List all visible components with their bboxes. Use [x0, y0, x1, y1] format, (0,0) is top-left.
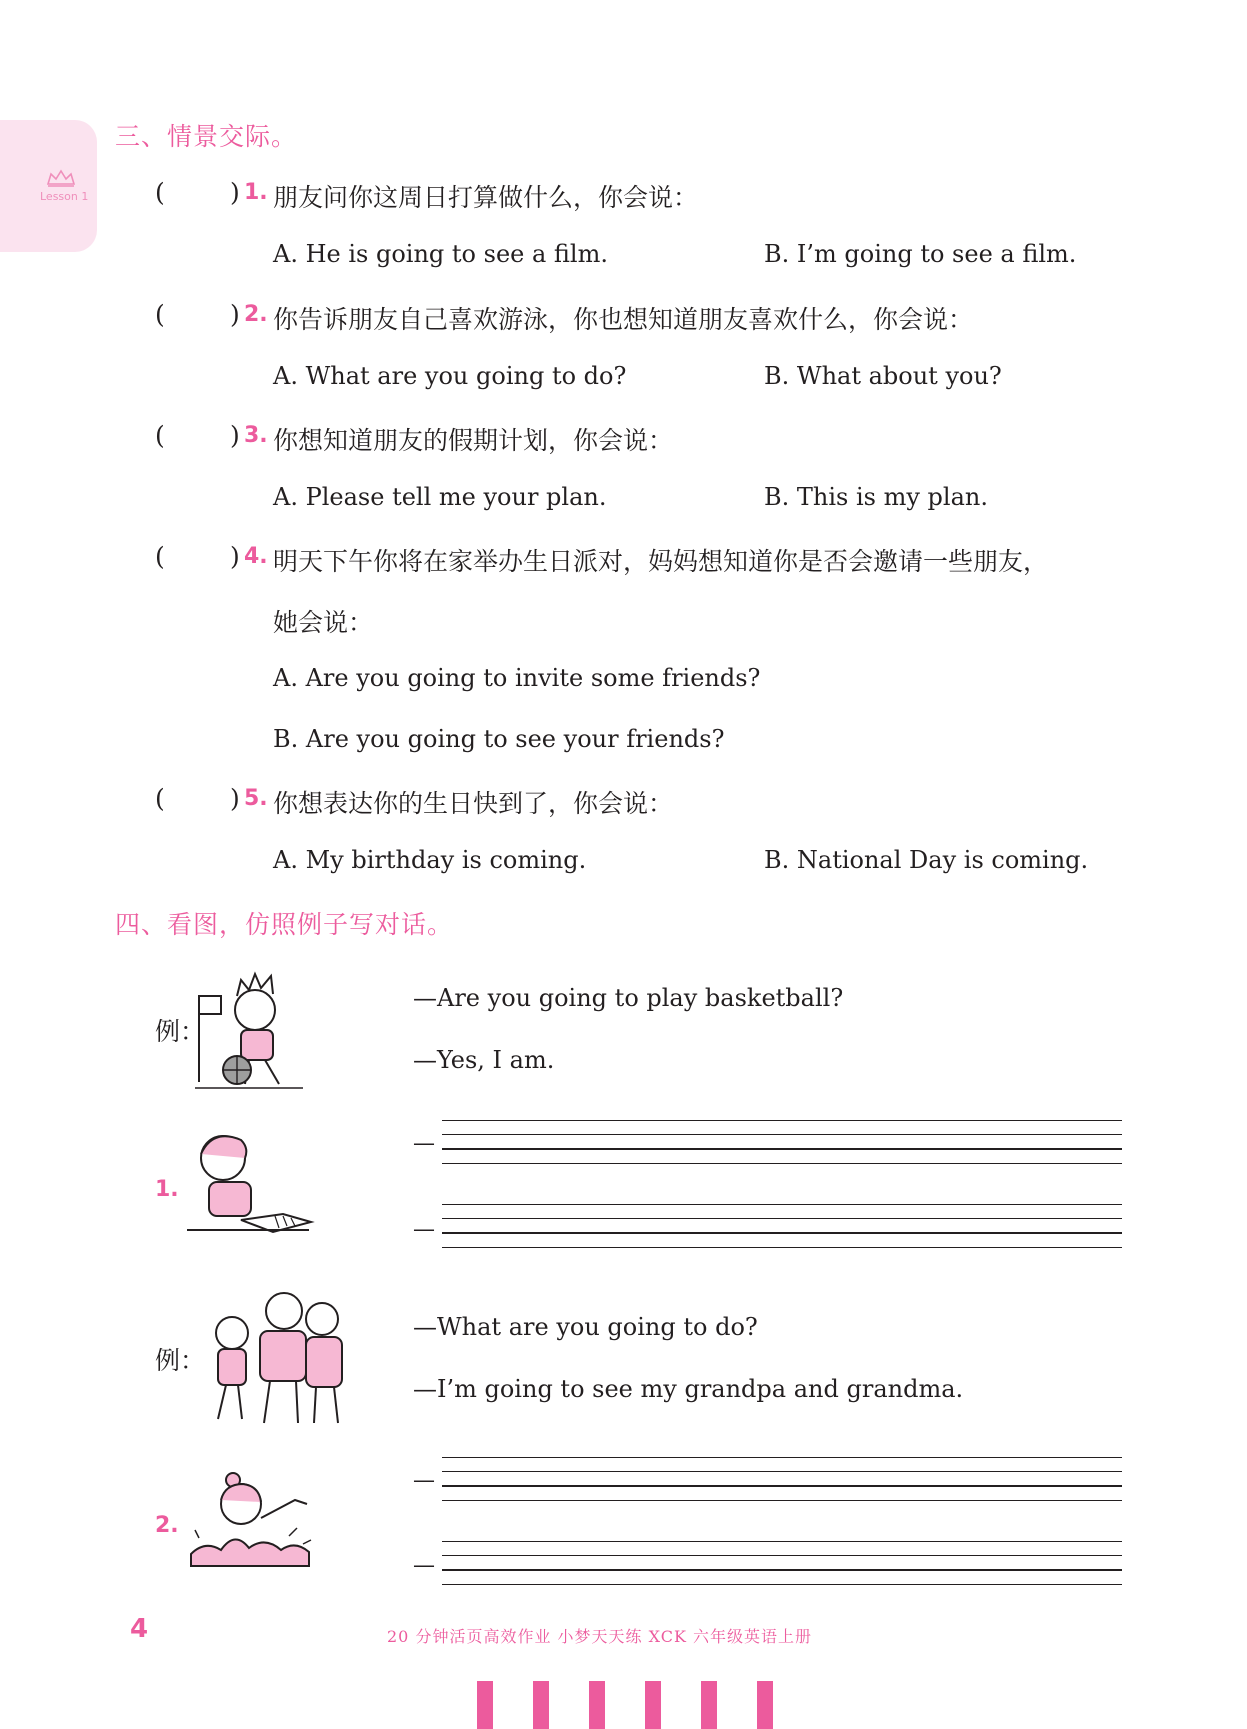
answer-dash: — [413, 1217, 435, 1242]
family-illustration [198, 1283, 358, 1433]
option-a: A. Are you going to invite some friends? [273, 664, 761, 692]
option-b: B. Are you going to see your friends? [273, 725, 725, 753]
option-a: A. He is going to see a film. [273, 240, 608, 268]
question-text: 你想知道朋友的假期计划，你会说： [273, 426, 674, 455]
item-number: 2. [155, 1513, 179, 1538]
question-4-continued: 她会说： [273, 608, 374, 637]
writing-lines[interactable] [442, 1120, 1122, 1177]
question-number: 1. [244, 180, 268, 205]
option-b: B. This is my plan. [764, 483, 988, 511]
crown-icon [46, 168, 76, 188]
example-answer: —I’m going to see my grandpa and grandma. [413, 1375, 964, 1403]
answer-paren-left: ( [155, 542, 165, 571]
section3-title: 三、情景交际。 [115, 122, 298, 151]
lesson-label: Lesson 1 [40, 190, 89, 203]
answer-paren-right: ) [230, 421, 240, 450]
question-number: 4. [244, 544, 268, 569]
question-text: 你告诉朋友自己喜欢游泳，你也想知道朋友喜欢什么，你会说： [273, 305, 974, 334]
answer-paren-left: ( [155, 784, 165, 813]
answer-paren-right: ) [230, 542, 240, 571]
girl-reading-illustration [183, 1122, 318, 1252]
footer-text: 20 分钟活页高效作业 小梦天天练 XCK 六年级英语上册 [387, 1627, 813, 1646]
lesson-tab [0, 120, 97, 252]
example-answer: —Yes, I am. [413, 1046, 555, 1074]
question-number: 5. [244, 786, 268, 811]
girl-swimming-illustration [185, 1470, 320, 1580]
option-a: A. What are you going to do? [273, 362, 627, 390]
option-b: B. National Day is coming. [764, 846, 1089, 874]
answer-dash: — [413, 1468, 435, 1493]
writing-lines[interactable] [442, 1204, 1122, 1261]
example-label: 例： [155, 1017, 206, 1046]
question-text: 明天下午你将在家举办生日派对，妈妈想知道你是否会邀请一些朋友， [273, 547, 1049, 576]
page-number: 4 [130, 1614, 149, 1644]
answer-paren-left: ( [155, 178, 165, 207]
answer-paren-left: ( [155, 300, 165, 329]
answer-dash: — [413, 1553, 435, 1578]
section4-title: 四、看图，仿照例子写对话。 [115, 910, 454, 939]
answer-paren-right: ) [230, 300, 240, 329]
question-number: 2. [244, 302, 268, 327]
example-question: —Are you going to play basketball? [413, 984, 844, 1012]
answer-paren-left: ( [155, 421, 165, 450]
writing-lines[interactable] [442, 1457, 1122, 1514]
question-text: 朋友问你这周日打算做什么，你会说： [273, 183, 699, 212]
option-a: A. My birthday is coming. [273, 846, 587, 874]
option-a: A. Please tell me your plan. [273, 483, 607, 511]
option-b: B. I’m going to see a film. [764, 240, 1077, 268]
question-number: 3. [244, 423, 268, 448]
option-b: B. What about you? [764, 362, 1002, 390]
item-number: 1. [155, 1177, 179, 1202]
answer-paren-right: ) [230, 784, 240, 813]
writing-lines[interactable] [442, 1541, 1122, 1598]
answer-dash: — [413, 1131, 435, 1156]
answer-paren-right: ) [230, 178, 240, 207]
example-label: 例： [155, 1346, 206, 1375]
boy-basketball-illustration [193, 962, 323, 1094]
example-question: —What are you going to do? [413, 1313, 758, 1341]
question-text: 你想表达你的生日快到了，你会说： [273, 789, 674, 818]
